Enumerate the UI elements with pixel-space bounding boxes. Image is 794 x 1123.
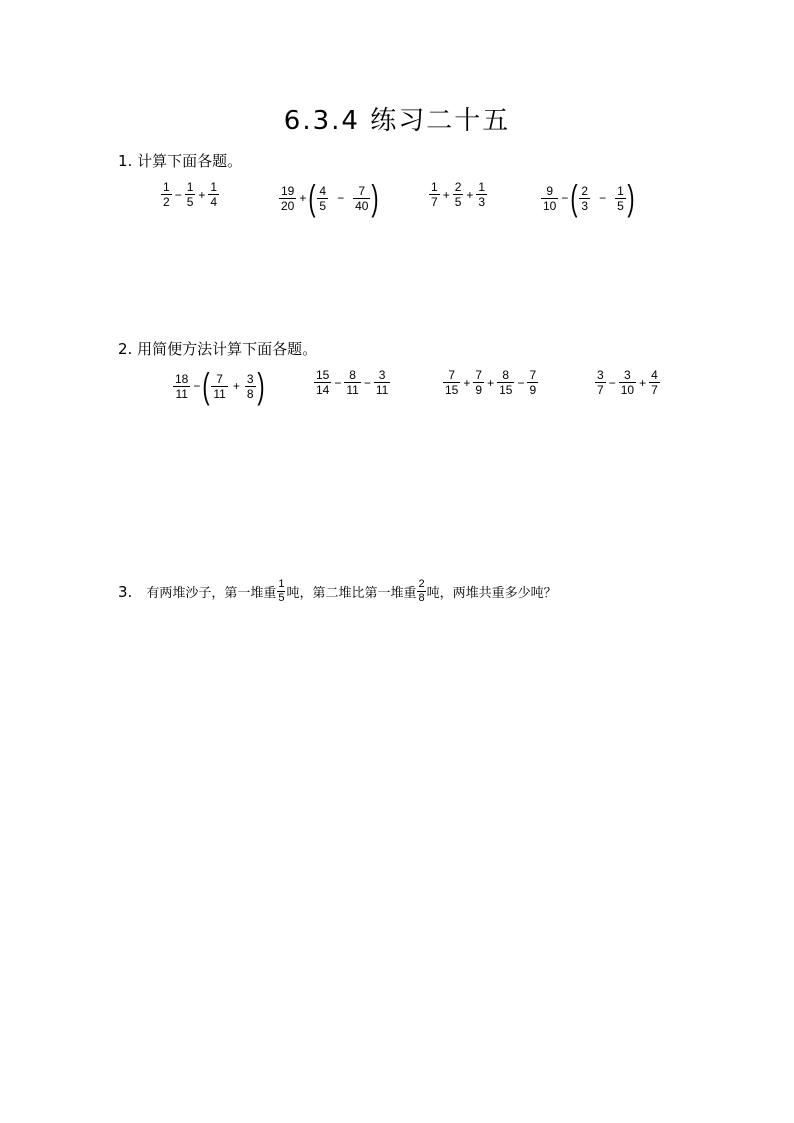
- denominator: 5: [278, 592, 285, 604]
- fraction: [161, 180, 172, 209]
- denominator: 5: [454, 195, 462, 209]
- question-1-heading: 1. 计算下面各题。: [118, 152, 243, 170]
- denominator: 5: [186, 195, 194, 209]
- numerator: 2: [454, 180, 462, 194]
- fraction: [595, 368, 606, 397]
- denominator: 9: [529, 383, 537, 397]
- denominator: 14: [316, 383, 330, 397]
- numerator: 4: [651, 368, 658, 382]
- fraction: [245, 372, 256, 401]
- fraction: [453, 180, 464, 209]
- q2-expression-2: [313, 368, 391, 397]
- page-title: 6.3.4 练习二十五: [283, 106, 511, 136]
- numerator: 19: [281, 183, 295, 198]
- numerator: 3: [378, 368, 386, 382]
- numerator: 1: [210, 180, 218, 194]
- numerator: 1: [478, 180, 486, 194]
- denominator: 7: [431, 195, 438, 209]
- operator: +: [442, 187, 450, 202]
- fraction: [443, 368, 460, 397]
- denominator: 8: [418, 592, 425, 604]
- denominator: 9: [475, 383, 483, 397]
- denominator: 3: [478, 195, 486, 209]
- q1-expression-2: [278, 177, 380, 218]
- right-paren: ): [256, 365, 265, 406]
- fraction: [619, 368, 636, 397]
- fraction: [473, 368, 484, 397]
- denominator: 20: [281, 198, 295, 213]
- fraction: [497, 368, 514, 397]
- fraction: [211, 372, 227, 401]
- denominator: 2: [163, 195, 170, 209]
- operator: +: [487, 375, 495, 390]
- operator: +: [299, 191, 307, 205]
- fraction: [615, 184, 626, 213]
- question-2-heading: 2. 用简便方法计算下面各题。: [118, 340, 318, 358]
- q1-expression-4: [540, 177, 635, 218]
- denominator: 4: [210, 195, 218, 209]
- denominator: 15: [499, 383, 513, 397]
- fraction: [374, 368, 390, 397]
- fraction: [208, 180, 219, 209]
- operator: +: [232, 379, 240, 393]
- denominator: 11: [213, 386, 226, 401]
- fraction: [579, 184, 590, 213]
- fraction: [417, 578, 425, 605]
- question-3-text-2: 吨，第二堆比第一堆重: [286, 586, 417, 601]
- operator: +: [463, 375, 471, 390]
- numerator: 7: [358, 183, 366, 198]
- denominator: 15: [445, 383, 459, 397]
- numerator: 3: [246, 371, 254, 386]
- q2-expression-4: [594, 368, 661, 397]
- left-paren: (: [202, 365, 210, 406]
- fraction: [476, 180, 487, 209]
- operator: −: [337, 191, 345, 205]
- fraction: [173, 372, 190, 401]
- operator: −: [363, 375, 371, 390]
- fraction: [541, 184, 558, 213]
- denominator: 11: [375, 383, 389, 397]
- numerator: 1: [431, 180, 438, 194]
- numerator: 2: [581, 183, 589, 198]
- operator: −: [517, 375, 525, 390]
- operator: +: [466, 187, 474, 202]
- fraction: [277, 578, 285, 605]
- fraction: [314, 368, 331, 397]
- denominator: 5: [617, 198, 624, 213]
- numerator: 3: [597, 368, 604, 382]
- q1-expression-1: [160, 180, 220, 209]
- operator: −: [561, 191, 569, 205]
- denominator: 5: [319, 198, 327, 213]
- numerator: 9: [546, 183, 554, 198]
- fraction: [279, 184, 296, 213]
- operator: −: [193, 379, 201, 393]
- numerator: 8: [502, 368, 510, 382]
- numerator: 7: [448, 368, 456, 382]
- denominator: 10: [543, 198, 557, 213]
- numerator: 18: [175, 371, 189, 386]
- q2-expression-3: [442, 368, 539, 397]
- numerator: 8: [349, 368, 356, 382]
- numerator: 7: [475, 368, 483, 382]
- numerator: 1: [617, 183, 624, 198]
- question-3: [118, 578, 557, 605]
- denominator: 11: [175, 386, 188, 401]
- fraction: [527, 368, 538, 397]
- left-paren: (: [570, 177, 578, 218]
- numerator: 1: [186, 180, 194, 194]
- fraction: [344, 368, 360, 397]
- numerator: 3: [624, 368, 631, 382]
- left-paren: (: [308, 177, 316, 218]
- operator: +: [639, 375, 647, 390]
- numerator: 1: [278, 578, 285, 590]
- numerator: 2: [418, 578, 425, 590]
- numerator: 7: [216, 371, 223, 386]
- numerator: 1: [163, 180, 170, 194]
- question-3-text-1: 有两堆沙子，第一堆重: [146, 586, 277, 601]
- operator: −: [334, 375, 342, 390]
- numerator: 4: [319, 183, 327, 198]
- question-3-text-3: 吨，两堆共重多少吨？: [426, 586, 557, 601]
- operator: +: [198, 187, 206, 202]
- fraction: [185, 180, 196, 209]
- numerator: 15: [316, 368, 330, 382]
- question-3-number: 3.: [118, 582, 133, 601]
- right-paren: ): [627, 177, 635, 218]
- denominator: 40: [355, 198, 369, 213]
- fraction: [353, 184, 370, 213]
- fraction: [649, 368, 660, 397]
- denominator: 8: [246, 386, 254, 401]
- operator: −: [608, 375, 616, 390]
- q1-expression-3: [428, 180, 488, 209]
- denominator: 11: [346, 383, 359, 397]
- operator: −: [599, 191, 607, 205]
- operator: −: [174, 187, 182, 202]
- q2-expression-1: [172, 365, 265, 406]
- numerator: 7: [529, 368, 537, 382]
- denominator: 3: [581, 198, 589, 213]
- denominator: 10: [620, 383, 635, 397]
- right-paren: ): [371, 177, 380, 218]
- fraction: [429, 180, 440, 209]
- denominator: 7: [651, 383, 658, 397]
- denominator: 7: [597, 383, 604, 397]
- fraction: [317, 184, 328, 213]
